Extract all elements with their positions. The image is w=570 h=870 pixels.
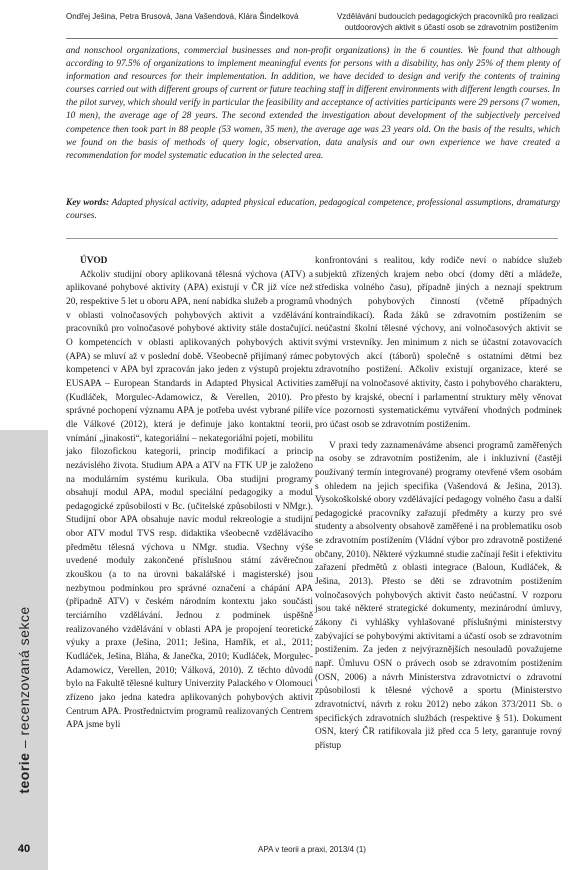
keywords-text: Adapted physical activity, adapted physical education, pedagogical competence, professional assumptions, dramaturgy courses. (66, 198, 561, 222)
section-heading: ÚVOD (80, 256, 108, 266)
abstract-text: and nonschool organizations, commercial businesses and non-profit organizations) in the 6 counties. We found that although according to 97.5% of organizations to implement meaningful events for persons with a disability, has only 25% of them plenty of information and resources for their implementation. In addition, we have decided to design and verify the contents of training courses carried out with different groups of current or future teaching staff in different environments with different length courses. In the pilot survey, which should verify in particular the feasibility and acceptance of activities participants were 29 persons (7 women, 10 men), the average age of 28 years. The second extended the investigation about development of the subjectively perceived competence then took part in 88 people (53 women, 35 men), the average age was 23 years old. On the basis of the results, which we found on the basis of methods of query logic, observation, data analysis and our own experience we have created a recommendation for model systematic education in the selected area. (66, 46, 560, 161)
running-header-title (318, 12, 558, 33)
left-column (66, 255, 313, 733)
right-paragraph: V praxi tedy zaznamenáváme absenci programů zaměřených na osoby se zdravotním postižením, ale i inkluzivní (častěji používaný termín integrované) programy otevřené všem osobám s ohledem na jejich specifika (Vašendová & Ješina, 2013). Vysokoškolské obory vzdělávající pedagogy volného času a další pedagogické pracovníky zařazují předměty a kurzy pro své studenty a absolventy obsahově zaměřené i na problematiku osob se zdravotním postižením (Vládní výbor pro zdravotně postižené občany, 2010). Některé výzkumné studie začínají řešit i efektivitu zařazení předmětů z oblasti integrace (Baloun, Kudláček, & Ješina, 2013). Přesto se děti se zdravotním postižením volnočasových pohybových aktivit často neúčastní. V rozporu jsou také některé strategické dokumenty, mezinárodní úmluvy, zákony či vyhlášky vyhlašované příslušnými ministerstvy zabývající se pohybovými aktivitami a účastí osob se zdravotním postižením. Za jeden z nejvýraznějších nesouladů považujeme např. Úmluvu OSN o právech osob se zdravotním postižením (OSN, 2006) a návrh Ministerstva zdravotnictví o zdravotní způsobilosti k tělesné výchově a sportu (Ministerstvo zdravotnictví, návrh z roku 2012) nebo zákon 373/2011 Sb. o specifických zdravotních službách (respektive § 51). Dokument OSN, který ČR ratifikovala již před cca 5 lety, garantuje rovný přístup (315, 440, 562, 751)
running-header-title-line1: Vzdělávání budoucích pedagogických pracovníků pro realizaci (336, 12, 558, 21)
section-sidebar-label (16, 606, 32, 793)
sidebar-label-bold: teorie (16, 752, 32, 794)
keywords-divider (66, 238, 558, 239)
running-header-title-line2: outdoorových aktivit s účastí osob se zdravotním postižením (344, 22, 558, 32)
header-divider (66, 38, 558, 39)
running-header-authors: Ondřej Ješina, Petra Brusová, Jana Vašendová, Klára Šindelková (66, 12, 299, 21)
page-number: 40 (17, 843, 31, 855)
footer-journal-info: APA v teorii a praxi, 2013/4 (1) (258, 845, 366, 854)
left-paragraph: Ačkoliv studijní obory aplikovaná tělesná výchova (ATV) a aplikované pohybové aktivity (APA) existují v ČR již více než 20, respektive 5 let u oboru APA, není nabídka služeb a programů v oblasti volnočasových pohybových aktivit a vzdělávání pracovníků pro volnočasové pohybové aktivity stále dostačující. O kompetencích v oblasti aplikovaných pohybových aktivit (APA) se mluví až v poslední době. Všeobecně přijímaný rámec kompetencí v APA byl zpracován jako jeden z výstupů projektu EUSAPA – European Standards in Adapted Physical Activities (Kudláček, Morgulec-Adamowicz, & Verellen, 2010). Pro správné pochopení významu APA je potřeba uvést vybrané pilíře dle Válkové (2012), která je definuje jako kontaktní teorii, vnímání „jinakosti“, kategoriální – nekategoriální pojetí, mobilitu jako filozofickou kategorii, princip modifikací a princip nezávislého života. Studium APA a ATV na FTK UP je založeno na modulárním systému kurikula. Oba studijní programy obsahují modul APA, modul speciální pedagogiky a modul pedagogické způsobilosti v Bc. (učitelské způsobilosti v NMgr.). Studijní obor APA obsahuje navíc modul rekreologie a studijní obor ATV modul TVS resp. didaktika všeobecně vzdělávacího předmětu tělesná výchova u NMgr. studia. Všechny výše uvedené moduly zakončené příslušnou státní závěrečnou zkouškou (a to na úrovni bakalářské i magisterské) jsou nezbytnou podmínkou pro správné označení a chápání APA (případně ATV) v českém národním kontextu jako součásti terciárního vzdělávání. Jednou z podmínek úspěšně realizovaného vzdělávání v oblasti APA je propojení teoretické výuky a praxe (Ješina, 2011; Ješina, Hamřík, et al., 2011; Kudláček, Ješina, Bláha, & Janečka, 2010; Kudláček, Morgulec-Adamowicz, Verellen, 2010; Válková, 2010). Z těchto důvodů bylo na Fakultě tělesné kultury Univerzity Palackého v Olomouci zřízeno jako jedna katedra aplikovaných pohybových aktivit Centrum APA. Prostřednictvím programů realizovaných Centrem APA jsme byli (66, 269, 313, 731)
right-column (315, 255, 562, 754)
right-paragraph-continued: konfrontováni s realitou, kdy rodiče neví o nabídce služeb subjektů zřízených krajem nebo obcí (domy dětí a mládeže, střediska volného času), případně jiných a neznají spektrum vhodných pohybových činností (včetně případných kontraindikací). Řada žáků se zdravotním postižením se neúčastní školní tělesné výchovy, ani volnočasových aktivit se svými vrstevníky. Jen minimum z nich se účastní zotavovacích pobytových akcí (táborů) společně s ostatními dětmi bez zdravotního postižení. Ačkoliv existují organizace, které se zaměřují na volnočasové aktivity, často i pohybového charakteru, přesto by krajské, obecní i parlamentní struktury měly věnovat více pozornosti systematickému vytváření vhodných podmínek pro účast osob se zdravotním postižením. (315, 256, 562, 430)
sidebar-label-rest: – recenzovaná sekce (16, 606, 32, 753)
keywords (66, 197, 560, 223)
keywords-label: Key words: (66, 198, 110, 208)
